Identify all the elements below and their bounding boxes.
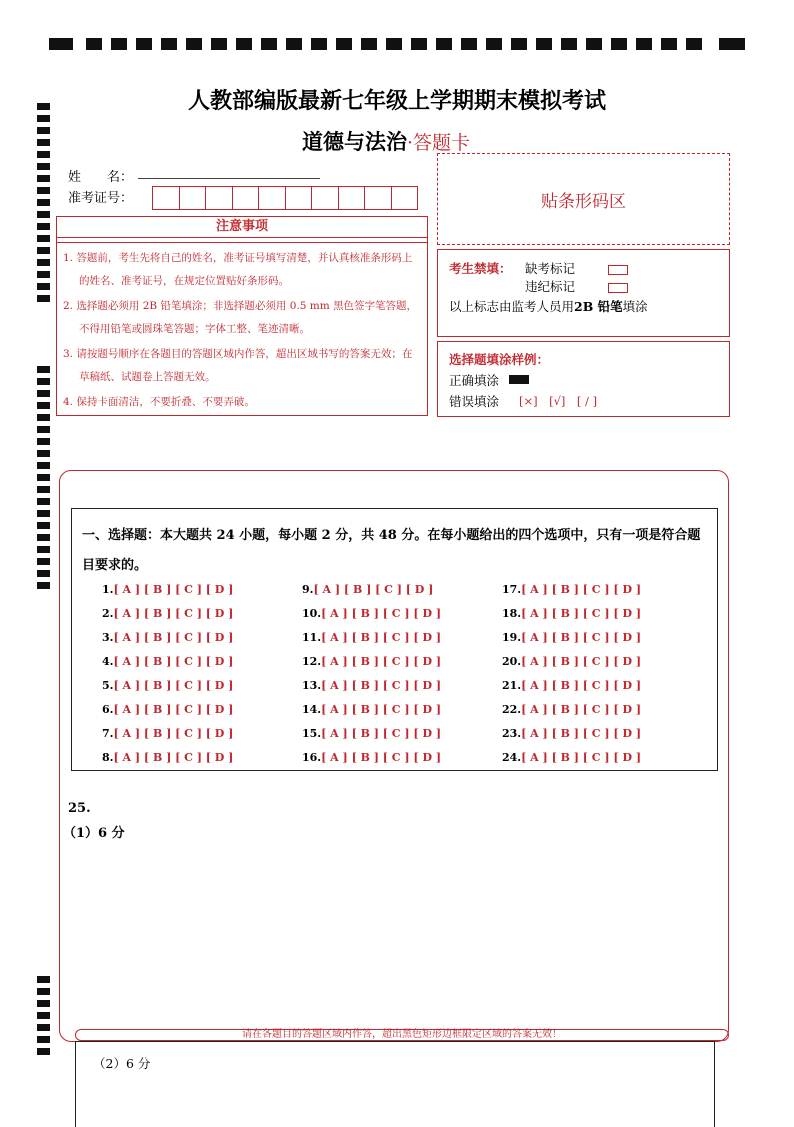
- timing-mark: [37, 450, 50, 457]
- timing-mark: [37, 522, 50, 529]
- timing-mark: [37, 498, 50, 505]
- answer-box-25-part2[interactable]: [75, 1041, 715, 1127]
- timing-mark: [261, 38, 277, 50]
- mcq-options[interactable]: [ A ] [ B ] [ C ] [ D ]: [321, 655, 442, 668]
- timing-mark: [37, 223, 50, 230]
- mcq-question: [502, 751, 641, 764]
- timing-mark: [37, 988, 50, 995]
- timing-mark: [37, 976, 50, 983]
- timing-mark: [37, 127, 50, 134]
- forbid-note-prefix: 以上标志由监考人员用: [449, 299, 575, 314]
- mcq-question: [302, 679, 441, 692]
- timing-mark: [211, 38, 227, 50]
- mcq-options[interactable]: [ A ] [ B ] [ C ] [ D ]: [113, 583, 234, 596]
- mcq-question-number: 8.: [102, 751, 114, 764]
- timing-mark: [686, 38, 702, 50]
- timing-mark: [37, 546, 50, 553]
- mcq-options[interactable]: [ A ] [ B ] [ C ] [ D ]: [321, 607, 442, 620]
- timing-mark: [486, 38, 502, 50]
- mcq-question-number: 22.: [502, 703, 522, 716]
- mcq-options[interactable]: [ A ] [ B ] [ C ] [ D ]: [113, 631, 234, 644]
- timing-mark: [161, 38, 177, 50]
- mcq-options[interactable]: [ A ] [ B ] [ C ] [ D ]: [113, 607, 234, 620]
- timing-mark: [37, 187, 50, 194]
- timing-mark: [311, 38, 327, 50]
- timing-mark: [37, 582, 50, 589]
- absent-mark-box[interactable]: [608, 265, 628, 275]
- timing-mark: [536, 38, 552, 50]
- mcq-question: [102, 727, 233, 740]
- answer-card-label: 答题卡: [413, 132, 471, 154]
- timing-mark: [37, 151, 50, 158]
- timing-mark: [37, 486, 50, 493]
- timing-mark: [37, 426, 50, 433]
- timing-mark-bar-top: [49, 38, 745, 51]
- mcq-question: [502, 703, 641, 716]
- mcq-options[interactable]: [ A ] [ B ] [ C ] [ D ]: [521, 607, 642, 620]
- exam-id-label: 准考证号：: [68, 191, 134, 206]
- notice-item: 2. 选择题必须用 2B 铅笔填涂；非选择题必须用 0.5 mm 黑色签字笔答题，不得用铅笔或圆珠笔答题；字体工整、笔迹清晰。: [63, 300, 418, 335]
- mcq-options[interactable]: [ A ] [ B ] [ C ] [ D ]: [321, 727, 442, 740]
- fill-sample-box: [437, 341, 730, 417]
- timing-mark: [37, 175, 50, 182]
- mcq-question-number: 9.: [302, 583, 314, 596]
- mcq-question: [502, 655, 641, 668]
- timing-mark: [37, 474, 50, 481]
- mcq-question: [302, 583, 433, 596]
- mcq-question: [302, 727, 441, 740]
- timing-mark: [386, 38, 402, 50]
- mcq-options[interactable]: [ A ] [ B ] [ C ] [ D ]: [521, 583, 642, 596]
- timing-mark: [286, 38, 302, 50]
- timing-mark: [661, 38, 677, 50]
- mcq-question: [102, 583, 233, 596]
- mcq-question: [302, 751, 441, 764]
- mcq-question-number: 24.: [502, 751, 522, 764]
- exam-id-cell[interactable]: [338, 186, 366, 210]
- mcq-options[interactable]: [ A ] [ B ] [ C ] [ D ]: [113, 679, 234, 692]
- timing-mark: [361, 38, 377, 50]
- question-25-part2: （2）6 分: [93, 1056, 151, 1071]
- timing-mark: [586, 38, 602, 50]
- mcq-question: [302, 703, 441, 716]
- wrong-fill-label: 错误填涂: [449, 394, 500, 409]
- mcq-question-number: 13.: [302, 679, 322, 692]
- timing-mark: [37, 1048, 50, 1055]
- timing-mark: [37, 510, 50, 517]
- name-label: 姓 名：: [68, 170, 134, 185]
- mcq-question-number: 3.: [102, 631, 114, 644]
- exam-id-cell[interactable]: [205, 186, 233, 210]
- timing-mark: [461, 38, 477, 50]
- timing-mark: [111, 38, 127, 50]
- timing-mark: [136, 38, 152, 50]
- mcq-question-number: 18.: [502, 607, 522, 620]
- forbid-label: 考生禁填：: [449, 261, 512, 276]
- mcq-question: [102, 607, 233, 620]
- notice-list: [57, 242, 427, 414]
- mcq-options[interactable]: [ A ] [ B ] [ C ] [ D ]: [321, 703, 442, 716]
- question-25-number: 25.: [68, 801, 91, 816]
- mcq-options[interactable]: [ A ] [ B ] [ C ] [ D ]: [113, 727, 234, 740]
- mcq-question-number: 23.: [502, 727, 522, 740]
- mcq-question-number: 1.: [102, 583, 114, 596]
- forbid-note-bold: 2B 铅笔: [574, 299, 623, 314]
- exam-id-cell[interactable]: [285, 186, 313, 210]
- timing-mark: [37, 139, 50, 146]
- timing-mark: [37, 414, 50, 421]
- timing-mark: [436, 38, 452, 50]
- mcq-question: [502, 607, 641, 620]
- subtitle-dot: ·: [407, 132, 414, 154]
- timing-mark: [236, 38, 252, 50]
- mcq-instructions: 一、选择题：本大题共 24 小题，每小题 2 分，共 48 分。在每小题给出的四个选项中，只有一项是符合题目要求的。: [82, 528, 701, 573]
- mcq-question-number: 21.: [502, 679, 522, 692]
- absent-mark-label: 缺考标记: [525, 261, 576, 276]
- subject-name: 道德与法治: [302, 129, 407, 154]
- exam-id-cell[interactable]: [364, 186, 392, 210]
- mcq-options[interactable]: [ A ] [ B ] [ C ] [ D ]: [521, 751, 642, 764]
- timing-mark: [186, 38, 202, 50]
- timing-mark: [37, 115, 50, 122]
- timing-mark: [37, 295, 50, 302]
- violation-mark-box[interactable]: [608, 283, 628, 293]
- mcq-question-number: 19.: [502, 631, 522, 644]
- mcq-question: [302, 607, 441, 620]
- timing-mark: [37, 1036, 50, 1043]
- timing-mark: [86, 38, 102, 50]
- mcq-section: [71, 508, 718, 771]
- mcq-question-number: 2.: [102, 607, 114, 620]
- timing-mark: [49, 38, 73, 50]
- question-25-part1: （1）6 分: [63, 826, 125, 841]
- exam-id-cell[interactable]: [152, 186, 180, 210]
- notice-item: 1. 答题前，考生先将自己的姓名，准考证号填写清楚，并认真核准条形码上的姓名、准考证号，在规定位置贴好条形码。: [63, 252, 413, 287]
- mcq-question-number: 14.: [302, 703, 322, 716]
- exam-id-cell[interactable]: [391, 186, 419, 210]
- exam-id-cell[interactable]: [179, 186, 207, 210]
- mcq-options[interactable]: [ A ] [ B ] [ C ] [ D ]: [521, 631, 642, 644]
- mcq-options[interactable]: [ A ] [ B ] [ C ] [ D ]: [321, 751, 442, 764]
- timing-mark: [611, 38, 627, 50]
- mcq-question: [502, 727, 641, 740]
- exam-id-field[interactable]: [152, 186, 417, 210]
- correct-fill-label: 正确填涂: [449, 373, 500, 388]
- timing-mark: [37, 163, 50, 170]
- notice-box: [56, 216, 428, 416]
- violation-mark-label: 违纪标记: [525, 279, 576, 294]
- mcq-options[interactable]: [ A ] [ B ] [ C ] [ D ]: [321, 631, 442, 644]
- exam-title: 人教部编版最新七年级上学期期末模拟考试: [187, 88, 606, 114]
- mcq-question: [302, 631, 441, 644]
- exam-id-cell[interactable]: [232, 186, 260, 210]
- timing-mark: [37, 558, 50, 565]
- mcq-options[interactable]: [ A ] [ B ] [ C ] [ D ]: [521, 727, 642, 740]
- timing-mark: [37, 211, 50, 218]
- mcq-question-number: 11.: [302, 631, 322, 644]
- timing-mark: [636, 38, 652, 50]
- mcq-question: [502, 679, 641, 692]
- correct-fill-mark: [509, 375, 529, 384]
- barcode-area: [437, 153, 730, 245]
- mcq-options[interactable]: [ A ] [ B ] [ C ] [ D ]: [521, 679, 642, 692]
- mcq-question: [102, 655, 233, 668]
- notice-item: 4. 保持卡面清洁，不要折叠、不要弄破。: [63, 396, 255, 408]
- timing-mark: [37, 259, 50, 266]
- mcq-question-number: 10.: [302, 607, 322, 620]
- timing-mark: [37, 1012, 50, 1019]
- timing-mark: [37, 247, 50, 254]
- timing-mark: [37, 570, 50, 577]
- mcq-options[interactable]: [ A ] [ B ] [ C ] [ D ]: [313, 583, 434, 596]
- mcq-question-number: 6.: [102, 703, 114, 716]
- timing-mark: [37, 271, 50, 278]
- timing-mark: [37, 235, 50, 242]
- timing-mark: [37, 283, 50, 290]
- timing-mark: [719, 38, 745, 50]
- mcq-question: [102, 679, 233, 692]
- mcq-question: [102, 631, 233, 644]
- mcq-question: [102, 703, 233, 716]
- answer-card-subtitle: [302, 126, 470, 156]
- mcq-question-number: 16.: [302, 751, 322, 764]
- mcq-options[interactable]: [ A ] [ B ] [ C ] [ D ]: [521, 703, 642, 716]
- timing-mark: [37, 390, 50, 397]
- mcq-options[interactable]: [ A ] [ B ] [ C ] [ D ]: [113, 751, 234, 764]
- timing-mark: [37, 438, 50, 445]
- timing-mark: [37, 402, 50, 409]
- barcode-label: 贴条形码区: [541, 191, 626, 212]
- mcq-question: [302, 655, 441, 668]
- timing-mark: [37, 199, 50, 206]
- timing-mark: [336, 38, 352, 50]
- timing-mark: [37, 366, 50, 373]
- exam-id-cell[interactable]: [258, 186, 286, 210]
- wrong-fill-marks: [×] [√] [ / ]: [519, 394, 598, 408]
- timing-mark: [37, 1024, 50, 1031]
- mcq-options[interactable]: [ A ] [ B ] [ C ] [ D ]: [113, 655, 234, 668]
- notice-heading: 注意事项: [57, 217, 427, 238]
- mcq-options[interactable]: [ A ] [ B ] [ C ] [ D ]: [113, 703, 234, 716]
- mcq-question-number: 7.: [102, 727, 114, 740]
- mcq-question: [502, 631, 641, 644]
- mcq-question-number: 12.: [302, 655, 322, 668]
- timing-mark: [511, 38, 527, 50]
- exam-id-cell[interactable]: [311, 186, 339, 210]
- mcq-question-number: 5.: [102, 679, 114, 692]
- mcq-options[interactable]: [ A ] [ B ] [ C ] [ D ]: [521, 655, 642, 668]
- forbid-box: [437, 249, 730, 337]
- mcq-question-number: 20.: [502, 655, 522, 668]
- answer-area-warning: 请在各题目的答题区域内作答，超出黑色矩形边框限定区域的答案无效！: [75, 1029, 729, 1041]
- notice-item: 3. 请按题号顺序在各题目的答题区域内作答，超出区域书写的答案无效；在草稿纸、试题卷上答题无效。: [63, 348, 413, 383]
- mcq-question-number: 4.: [102, 655, 114, 668]
- fill-sample-label: 选择题填涂样例：: [449, 352, 550, 367]
- timing-mark: [411, 38, 427, 50]
- timing-mark: [37, 1000, 50, 1007]
- mcq-question-number: 17.: [502, 583, 522, 596]
- mcq-question: [502, 583, 641, 596]
- timing-mark: [37, 534, 50, 541]
- forbid-note-suffix: 填涂: [622, 299, 648, 314]
- timing-mark: [37, 462, 50, 469]
- forbid-note: [449, 297, 648, 315]
- timing-mark: [37, 378, 50, 385]
- timing-mark: [561, 38, 577, 50]
- name-field[interactable]: [138, 178, 320, 179]
- mcq-question: [102, 751, 233, 764]
- mcq-question-number: 15.: [302, 727, 322, 740]
- mcq-options[interactable]: [ A ] [ B ] [ C ] [ D ]: [321, 679, 442, 692]
